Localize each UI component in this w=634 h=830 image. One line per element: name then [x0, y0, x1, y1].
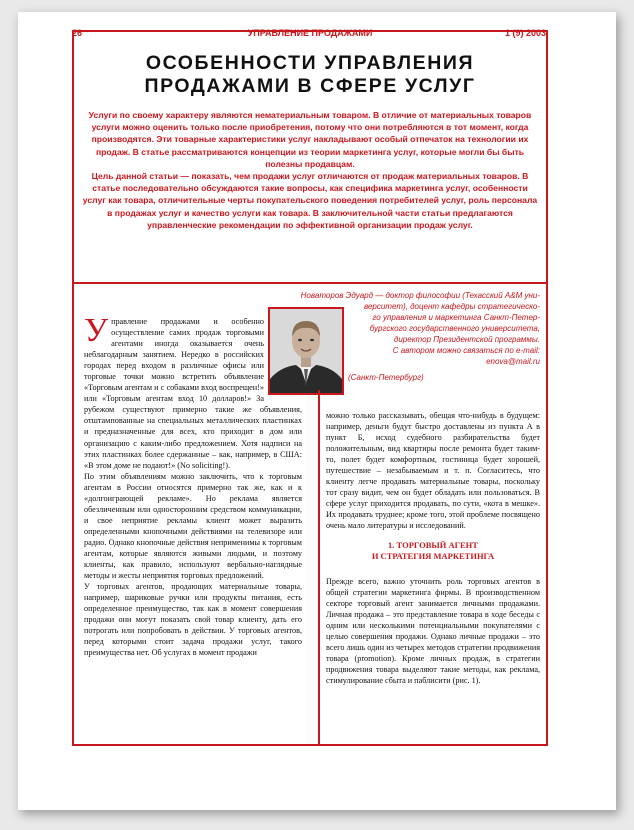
column-divider	[318, 390, 320, 746]
section-heading	[326, 540, 540, 562]
left-paragraph-1: правление продажами и особенно осуществление самих продаж торговыми агентами иногда оказывается очень неблагодарным занятием. Нередко в российских городах перед входом в различные офисы или торговые точки можно встретить объявление «Торговым агентам и с собаками вход воспрещен!» или «Торговым агентам вход 10 долларов!» За рубежом существуют примерно такие же объявления, отштампованные на специальных металлических пластинках и предназначенные для всех, кто приходит в дом или организацию с каким-либо предложением. Хотя надписи на этих пластинках более сдержанные – как, например, в США: «В этом доме не подают!» (No soliciting!).	[84, 317, 302, 470]
title-line-2: ПРОДАЖАМИ В СФЕРЕ УСЛУГ	[144, 75, 476, 97]
bottom-rule	[74, 744, 546, 746]
author-location: (Санкт-Петербург)	[348, 373, 424, 382]
article-abstract	[82, 109, 538, 231]
right-paragraph-1: можно только рассказывать, обещая что-нибудь в будущем: например, деньги будут быстро доставлены из пункта А в пункт Б, исход судебного разбирательства будет положительным, вид квартиры после ремонта будет таким-то, полет будет комфортным, гостиница будет хорошей, путешествие – незабываемым и т. п. Согласитесь, что клиенту легче продавать материальные товары, поскольку тот сразу видит, чем он будет обладать или пользоваться. В сфере услуг приходится продавать, по сути, «кота в мешке». Их продавать труднее; кроме того, этой проблеме посвящено очень мало литературы и исследований.	[326, 411, 540, 531]
section-name: УПРАВЛЕНИЕ ПРОДАЖАМИ	[247, 28, 373, 38]
abstract-paragraph-1: Услуги по своему характеру являются нематериальным товаром. В отличие от материальных товаров услуги можно оценить только после приобретения, потому что они потребляются в тот момент, когда производятся. Эти товарные характеристики услуг накладывают особый отпечаток на технологии их продаж. В статье рассматриваются концепции из теории маркетинга услуг, которые могли бы быть полезны продавцам.	[88, 110, 532, 169]
author-line-4: бургского государственного университета,	[369, 324, 540, 333]
title-line-1: ОСОБЕННОСТИ УПРАВЛЕНИЯ	[145, 52, 475, 74]
author-line-5: директор Президентской программы.	[393, 335, 540, 344]
author-line-1: Новаторов Эдуард — доктор философии (Техасский A&M уни-	[300, 291, 540, 300]
abstract-paragraph-2: Цель данной статьи — показать, чем продажи услуг отличаются от продаж материальных товаров. В статье последовательно обсуждаются такие вопросы, как специфика маркетинга услуг, особенности услуг как товара, отличительные черты покупательского поведения потребителей услуг, роль персонала в продажах услуг и качество услуги как товара. В заключительной части статьи предлагаются управленческие рекомендации по эффективной организации продаж услуг.	[82, 171, 538, 230]
article-title	[80, 52, 540, 98]
body-column-right	[326, 410, 540, 746]
author-contact-line: С автором можно связаться по e-mail:	[392, 346, 540, 355]
section-heading-line-1: 1. ТОРГОВЫЙ АГЕНТ	[388, 539, 478, 550]
author-email: enova@mail.ru	[486, 357, 540, 366]
author-line-2: верситет), доцент кафедры стратегическо-	[363, 302, 540, 311]
right-paragraph-2: Прежде всего, важно уточнить роль торговых агентов в общей стратегии маркетинга фирмы. В производственном секторе торговый агент занимается личными продажами. Личная продажа – это представление товара в ходе беседы с одним или несколькими потенциальными покупателями с целью совершения продажи. Однако личные продажи – это всего лишь один из четырех методов стратегии продвижения товара (promotion). Кроме личных продаж, в стратегии продвижения товара выделяют такие методы, как реклама, стимулирование сбыта и паблисити (рис. 1).	[326, 576, 540, 685]
author-line-3: го управления и маркетинга Санкт-Петер-	[372, 313, 540, 322]
body-column-left	[84, 316, 302, 746]
left-paragraph-2: По этим объявлениям можно заключить, что к торговым агентам в России относятся примерно так же, как и к «долгоиграющей рекламе». Но реклама является обезличенным или односторонним средством коммуникации, и свое неприятие рекламы клиент может выразить определенными кнопочными действиями на телевизоре или радио. Однако кнопочные действия неприменимы к торговым агентам, которые являются живыми людьми, и поэтому клиенты, как правило, используют вербально-наглядные методы и жесты неприятия торговых предложений.	[84, 471, 302, 581]
left-paragraph-3: У торговых агентов, продающих материальные товары, например, шариковые ручки или продукты питания, есть определенное преимущество, так как в момент совершения продажи они могут показать свой товар клиенту, дать его потрогать или попробовать в действии. У торговых агентов, перед которыми стоит задача продажи услуг, такого преимущества нет. Об услугах в момент продажи	[84, 582, 302, 658]
drop-cap: У	[84, 316, 109, 349]
page-number: 26	[72, 28, 83, 38]
abstract-divider	[74, 282, 546, 284]
issue-number: 1 (9) 2003	[504, 28, 546, 38]
section-heading-line-2: И СТРАТЕГИЯ МАРКЕТИНГА	[371, 550, 495, 561]
